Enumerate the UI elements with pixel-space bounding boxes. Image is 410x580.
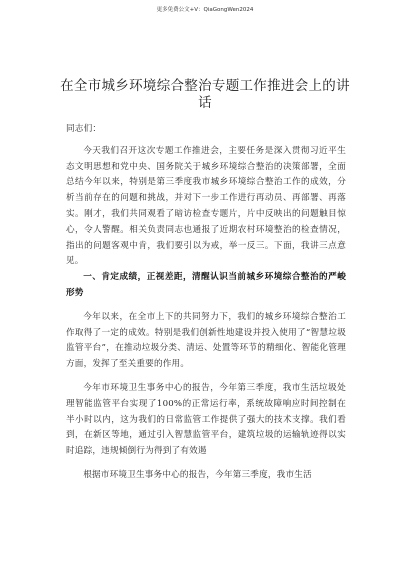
body-paragraph-1: 今年以来，在全市上下的共同努力下，我们的城乡环境综合整治工作取得了一定的成效。特别是我们创新性地建设并投入使用了“智慧垃圾监管平台”，在推动垃圾分类、清运、处置等环节的精细化、智能化管理方面，发挥了至关重要的作用。 <box>66 311 346 370</box>
document-title: 在全市城乡环境综合整治专题工作推进会上的讲话 <box>60 78 350 111</box>
salutation: 同志们： <box>66 124 102 134</box>
document-body <box>66 122 346 484</box>
body-paragraph-2: 今年市环境卫生事务中心的报告，今年第三季度，我市生活垃圾处理智能监管平台实现了100%的正常运行率，系统故障响应时间控制在半小时以内，这为我们的日常监管工作提供了强大的技术支撑。我们看到，在新区等地，通过引入智慧监管平台，建筑垃圾的运输轨迹得以实时追踪，违规倾倒行为得到了有效遏 <box>66 382 346 457</box>
section-heading-1: 一、肯定成绩，正视差距，清醒认识当前城乡环境综合整治的严峻形势 <box>66 272 346 298</box>
intro-paragraph: 今天我们召开这次专题工作推进会，主要任务是深入贯彻习近平生态文明思想和党中央、国务院关于城乡环境综合整治的决策部署，全面总结今年以来，特别是第三季度我市城乡环境综合整治工作的成效，分析当前存在的问题和挑战，并对下一步工作进行再动员、再部署、再落实。刚才，我们共同观看了暗访检查专题片，片中反映出的问题触目惊心，令人警醒。相关负责同志也通报了近期农村环境整治的检查情况，指出的问题客观中肯，我们要引以为戒，举一反三。下面，我讲三点意见。 <box>66 145 346 267</box>
body-paragraph-3: 根据市环境卫生事务中心的报告，今年第三季度，我市生活 <box>83 469 312 480</box>
watermark-header: 更多免费公文+V：QiaGongWen2024 <box>156 7 254 13</box>
